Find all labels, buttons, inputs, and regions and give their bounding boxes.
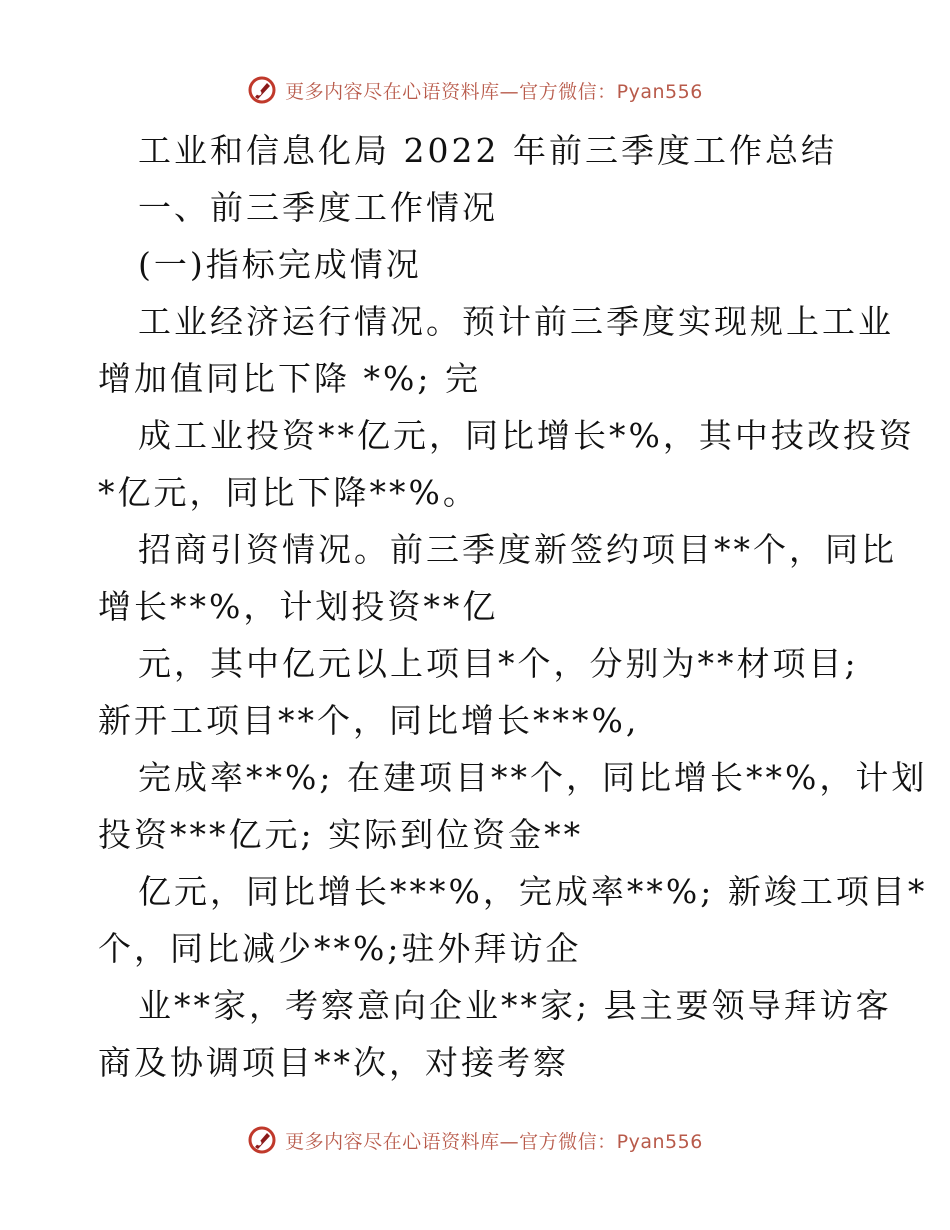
paragraph-line: 亿元，同比增长***%，完成率**%; 新竣工项目*	[138, 872, 928, 911]
document-body	[98, 122, 928, 1091]
paragraph-line: *亿元，同比下降**%。	[98, 473, 479, 512]
paragraph-line: 增长**%，计划投资**亿	[98, 587, 499, 626]
watermark-text: 更多内容尽在心语资料库—官方微信：Pyan556	[285, 80, 703, 103]
paragraph-line: 商及协调项目**次，对接考察	[98, 1043, 569, 1082]
watermark-header	[0, 70, 950, 110]
paragraph-line: 工业经济运行情况。预计前三季度实现规上工业	[138, 302, 894, 341]
paragraph-line: 完成率**%; 在建项目**个，同比增长**%，计划	[138, 758, 928, 797]
document-title: 工业和信息化局 2022 年前三季度工作总结	[138, 131, 837, 170]
pen-logo-icon	[247, 1125, 277, 1155]
pen-logo-icon	[247, 75, 277, 105]
paragraph-line: 个，同比减少**%;驻外拜访企	[98, 929, 582, 968]
paragraph-line: 新开工项目**个，同比增长***%,	[98, 701, 640, 740]
watermark-text: 更多内容尽在心语资料库—官方微信：Pyan556	[285, 1130, 703, 1153]
paragraph-line: 招商引资情况。前三季度新签约项目**个，同比	[138, 530, 897, 569]
paragraph-line: 增加值同比下降 *%; 完	[98, 359, 481, 398]
section-heading: 一、前三季度工作情况	[138, 188, 498, 227]
paragraph-line: 元，其中亿元以上项目*个，分别为**材项目;	[138, 644, 859, 683]
subsection-heading: (一)指标完成情况	[138, 245, 422, 284]
paragraph-line: 业**家，考察意向企业**家; 县主要领导拜访客	[138, 986, 892, 1025]
watermark-footer	[0, 1120, 950, 1160]
paragraph-line: 投资***亿元; 实际到位资金**	[98, 815, 584, 854]
paragraph-line: 成工业投资**亿元，同比增长*%，其中技改投资	[138, 416, 915, 455]
